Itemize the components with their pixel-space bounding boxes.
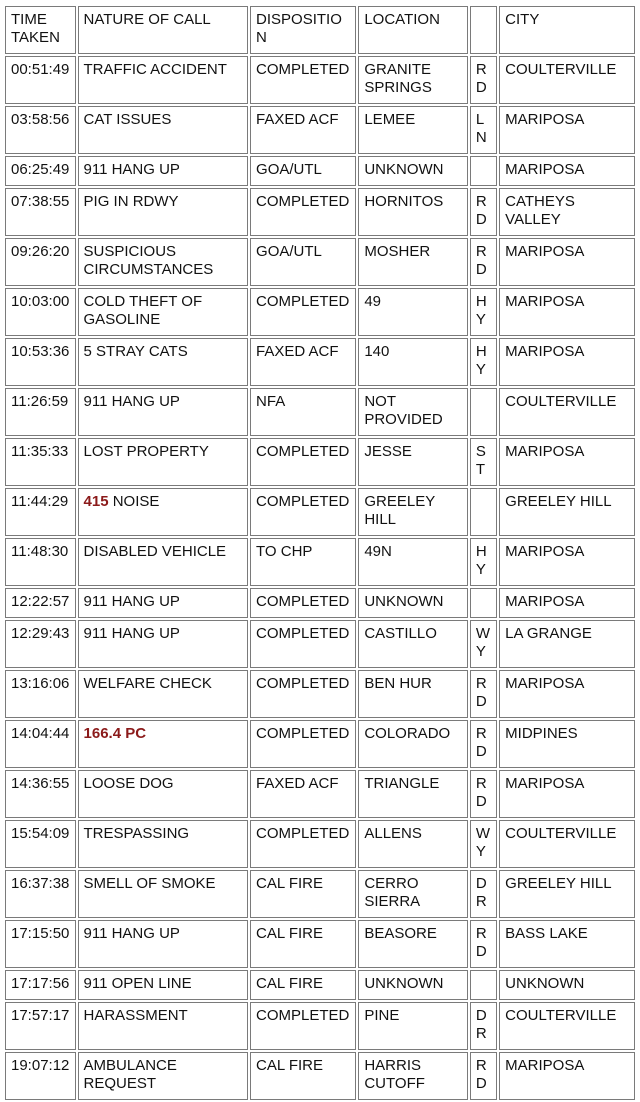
city-cell: COULTERVILLE <box>499 388 635 436</box>
street-suffix-cell <box>470 588 497 618</box>
location-cell: COLORADO <box>358 720 467 768</box>
nature-of-call-cell <box>78 238 249 286</box>
location-cell: CERRO SIERRA <box>358 870 467 918</box>
disposition-cell: COMPLETED <box>250 438 356 486</box>
call-log-table <box>3 4 637 1102</box>
nature-text: 5 STRAY CATS <box>83 343 188 360</box>
nature-of-call-cell <box>78 188 249 236</box>
time-taken-cell: 12:29:43 <box>5 620 76 668</box>
street-suffix-cell: RD <box>470 770 497 818</box>
time-taken-cell: 11:48:30 <box>5 538 76 586</box>
city-cell: MIDPINES <box>499 720 635 768</box>
location-cell: TRIANGLE <box>358 770 467 818</box>
street-suffix-cell: LN <box>470 106 497 154</box>
disposition-cell: COMPLETED <box>250 188 356 236</box>
nature-text: 911 HANG UP <box>83 393 180 410</box>
nature-of-call-cell <box>78 720 249 768</box>
nature-of-call-cell <box>78 670 249 718</box>
table-row <box>5 770 635 818</box>
nature-text: HARASSMENT <box>83 1007 188 1024</box>
street-suffix-cell <box>470 488 497 536</box>
nature-text: 911 HANG UP <box>83 593 180 610</box>
nature-text: TRAFFIC ACCIDENT <box>83 61 227 78</box>
nature-text: WELFARE CHECK <box>83 675 212 692</box>
nature-text: AMBULANCE REQUEST <box>83 1057 182 1092</box>
table-row <box>5 970 635 1000</box>
penal-code-highlight: 415 <box>83 493 109 510</box>
disposition-cell: COMPLETED <box>250 670 356 718</box>
nature-of-call-cell <box>78 338 249 386</box>
table-row <box>5 388 635 436</box>
city-cell: MARIPOSA <box>499 288 635 336</box>
disposition-cell: COMPLETED <box>250 1002 356 1050</box>
city-cell: COULTERVILLE <box>499 56 635 104</box>
nature-of-call-cell <box>78 920 249 968</box>
disposition-cell: GOA/UTL <box>250 238 356 286</box>
table-row <box>5 588 635 618</box>
time-taken-cell: 17:17:56 <box>5 970 76 1000</box>
location-cell: HARRIS CUTOFF <box>358 1052 467 1100</box>
header-location: LOCATION <box>358 6 467 54</box>
location-cell: UNKNOWN <box>358 970 467 1000</box>
city-cell: COULTERVILLE <box>499 1002 635 1050</box>
city-cell: CATHEYS VALLEY <box>499 188 635 236</box>
time-taken-cell: 14:04:44 <box>5 720 76 768</box>
city-cell: MARIPOSA <box>499 438 635 486</box>
street-suffix-cell: RD <box>470 188 497 236</box>
call-log-body <box>5 56 635 1100</box>
street-suffix-cell <box>470 388 497 436</box>
table-row <box>5 538 635 586</box>
time-taken-cell: 03:58:56 <box>5 106 76 154</box>
nature-of-call-cell <box>78 438 249 486</box>
table-row <box>5 188 635 236</box>
header-time-taken: TIME TAKEN <box>5 6 76 54</box>
time-taken-cell: 12:22:57 <box>5 588 76 618</box>
table-row <box>5 620 635 668</box>
nature-text: TRESPASSING <box>83 825 190 842</box>
nature-of-call-cell <box>78 770 249 818</box>
table-row <box>5 288 635 336</box>
nature-of-call-cell <box>78 156 249 186</box>
table-row <box>5 1052 635 1100</box>
location-cell: NOT PROVIDED <box>358 388 467 436</box>
city-cell: COULTERVILLE <box>499 820 635 868</box>
nature-text: LOOSE DOG <box>83 775 174 792</box>
location-cell: 140 <box>358 338 467 386</box>
disposition-cell: TO CHP <box>250 538 356 586</box>
nature-of-call-cell <box>78 820 249 868</box>
nature-text: LOST PROPERTY <box>83 443 209 460</box>
city-cell: MARIPOSA <box>499 538 635 586</box>
disposition-cell: CAL FIRE <box>250 1052 356 1100</box>
header-street-suffix <box>470 6 497 54</box>
disposition-cell: CAL FIRE <box>250 870 356 918</box>
city-cell: MARIPOSA <box>499 106 635 154</box>
nature-text: 911 HANG UP <box>83 625 180 642</box>
disposition-cell: COMPLETED <box>250 720 356 768</box>
time-taken-cell: 15:54:09 <box>5 820 76 868</box>
disposition-cell: CAL FIRE <box>250 970 356 1000</box>
time-taken-cell: 11:26:59 <box>5 388 76 436</box>
disposition-cell: COMPLETED <box>250 588 356 618</box>
street-suffix-cell: DR <box>470 1002 497 1050</box>
time-taken-cell: 17:15:50 <box>5 920 76 968</box>
street-suffix-cell: ST <box>470 438 497 486</box>
disposition-cell: FAXED ACF <box>250 106 356 154</box>
table-row <box>5 56 635 104</box>
nature-of-call-cell <box>78 970 249 1000</box>
disposition-cell: COMPLETED <box>250 56 356 104</box>
street-suffix-cell: RD <box>470 920 497 968</box>
nature-text: 911 OPEN LINE <box>83 975 192 992</box>
time-taken-cell: 06:25:49 <box>5 156 76 186</box>
header-row <box>5 6 635 54</box>
time-taken-cell: 07:38:55 <box>5 188 76 236</box>
nature-of-call-cell <box>78 1002 249 1050</box>
location-cell: GRANITE SPRINGS <box>358 56 467 104</box>
nature-of-call-cell <box>78 288 249 336</box>
nature-text: DISABLED VEHICLE <box>83 543 227 560</box>
table-row <box>5 106 635 154</box>
street-suffix-cell: WY <box>470 820 497 868</box>
city-cell: MARIPOSA <box>499 156 635 186</box>
table-row <box>5 720 635 768</box>
time-taken-cell: 14:36:55 <box>5 770 76 818</box>
street-suffix-cell: HY <box>470 538 497 586</box>
table-row <box>5 488 635 536</box>
disposition-cell: FAXED ACF <box>250 338 356 386</box>
street-suffix-cell: RD <box>470 1052 497 1100</box>
city-cell: MARIPOSA <box>499 670 635 718</box>
table-row <box>5 156 635 186</box>
time-taken-cell: 10:53:36 <box>5 338 76 386</box>
nature-of-call-cell <box>78 56 249 104</box>
city-cell: MARIPOSA <box>499 338 635 386</box>
city-cell: BASS LAKE <box>499 920 635 968</box>
nature-text: 911 HANG UP <box>83 161 180 178</box>
time-taken-cell: 00:51:49 <box>5 56 76 104</box>
city-cell: MARIPOSA <box>499 1052 635 1100</box>
location-cell: GREELEY HILL <box>358 488 467 536</box>
disposition-cell: CAL FIRE <box>250 920 356 968</box>
location-cell: JESSE <box>358 438 467 486</box>
location-cell: 49N <box>358 538 467 586</box>
location-cell: UNKNOWN <box>358 156 467 186</box>
table-row <box>5 870 635 918</box>
location-cell: MOSHER <box>358 238 467 286</box>
time-taken-cell: 19:07:12 <box>5 1052 76 1100</box>
table-row <box>5 820 635 868</box>
location-cell: BEASORE <box>358 920 467 968</box>
table-row <box>5 670 635 718</box>
nature-text: SMELL OF SMOKE <box>83 875 216 892</box>
street-suffix-cell: RD <box>470 238 497 286</box>
header-disposition: DISPOSITION <box>250 6 356 54</box>
nature-of-call-cell <box>78 388 249 436</box>
street-suffix-cell: HY <box>470 288 497 336</box>
nature-of-call-cell <box>78 1052 249 1100</box>
header-city: CITY <box>499 6 635 54</box>
table-row <box>5 238 635 286</box>
penal-code-highlight: 166.4 PC <box>83 725 147 742</box>
street-suffix-cell: DR <box>470 870 497 918</box>
nature-text: NOISE <box>108 493 160 510</box>
nature-text: 911 HANG UP <box>83 925 180 942</box>
table-row <box>5 438 635 486</box>
nature-text: CAT ISSUES <box>83 111 172 128</box>
location-cell: 49 <box>358 288 467 336</box>
nature-of-call-cell <box>78 106 249 154</box>
location-cell: LEMEE <box>358 106 467 154</box>
street-suffix-cell: RD <box>470 56 497 104</box>
nature-of-call-cell <box>78 620 249 668</box>
city-cell: GREELEY HILL <box>499 488 635 536</box>
street-suffix-cell <box>470 970 497 1000</box>
time-taken-cell: 10:03:00 <box>5 288 76 336</box>
nature-of-call-cell <box>78 488 249 536</box>
disposition-cell: GOA/UTL <box>250 156 356 186</box>
table-row <box>5 1002 635 1050</box>
location-cell: HORNITOS <box>358 188 467 236</box>
nature-of-call-cell <box>78 870 249 918</box>
disposition-cell: COMPLETED <box>250 620 356 668</box>
table-row <box>5 338 635 386</box>
city-cell: GREELEY HILL <box>499 870 635 918</box>
time-taken-cell: 09:26:20 <box>5 238 76 286</box>
street-suffix-cell <box>470 156 497 186</box>
disposition-cell: NFA <box>250 388 356 436</box>
header-nature-of-call: NATURE OF CALL <box>78 6 249 54</box>
location-cell: UNKNOWN <box>358 588 467 618</box>
city-cell: MARIPOSA <box>499 238 635 286</box>
street-suffix-cell: RD <box>470 670 497 718</box>
nature-of-call-cell <box>78 588 249 618</box>
time-taken-cell: 13:16:06 <box>5 670 76 718</box>
location-cell: BEN HUR <box>358 670 467 718</box>
city-cell: LA GRANGE <box>499 620 635 668</box>
nature-text: COLD THEFT OF GASOLINE <box>83 293 207 328</box>
table-row <box>5 920 635 968</box>
location-cell: PINE <box>358 1002 467 1050</box>
nature-of-call-cell <box>78 538 249 586</box>
disposition-cell: FAXED ACF <box>250 770 356 818</box>
time-taken-cell: 11:44:29 <box>5 488 76 536</box>
disposition-cell: COMPLETED <box>250 488 356 536</box>
disposition-cell: COMPLETED <box>250 820 356 868</box>
street-suffix-cell: HY <box>470 338 497 386</box>
nature-text: SUSPICIOUS CIRCUMSTANCES <box>83 243 214 278</box>
disposition-cell: COMPLETED <box>250 288 356 336</box>
street-suffix-cell: WY <box>470 620 497 668</box>
city-cell: MARIPOSA <box>499 770 635 818</box>
time-taken-cell: 16:37:38 <box>5 870 76 918</box>
time-taken-cell: 11:35:33 <box>5 438 76 486</box>
city-cell: UNKNOWN <box>499 970 635 1000</box>
location-cell: CASTILLO <box>358 620 467 668</box>
time-taken-cell: 17:57:17 <box>5 1002 76 1050</box>
nature-text: PIG IN RDWY <box>83 193 179 210</box>
city-cell: MARIPOSA <box>499 588 635 618</box>
location-cell: ALLENS <box>358 820 467 868</box>
street-suffix-cell: RD <box>470 720 497 768</box>
